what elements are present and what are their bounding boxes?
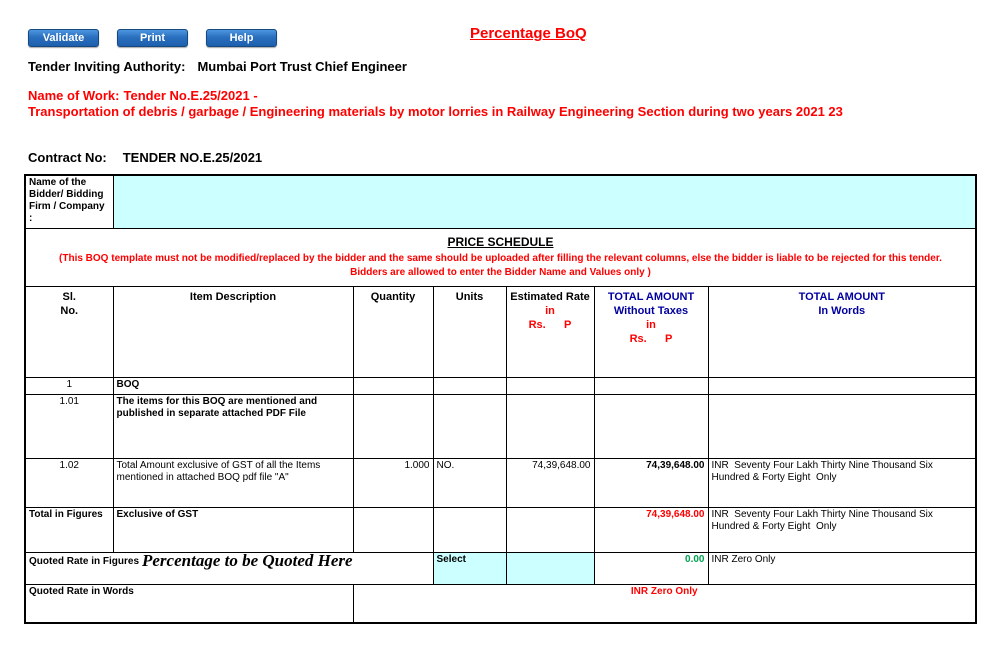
validate-button[interactable]: Validate bbox=[28, 29, 99, 47]
row-1-01-description: The items for this BOQ are mentioned and published in separate attached PDF File bbox=[113, 394, 353, 458]
total-in-figures-row bbox=[25, 507, 976, 552]
name-of-work-value: Tender No.E.25/2021 - bbox=[123, 88, 258, 103]
quoted-rate-words-row bbox=[25, 584, 976, 623]
empty-cell bbox=[506, 394, 594, 458]
col-header-item-description: Item Description bbox=[113, 286, 353, 377]
total-amount-in-words: INR Seventy Four Lakh Thirty Nine Thousand Six Hundred & Forty Eight Only bbox=[708, 507, 976, 552]
rate-header-line-1: Estimated Rate bbox=[510, 290, 590, 303]
contract-line bbox=[28, 150, 262, 165]
quoted-rate-words-value: INR Zero Only bbox=[353, 584, 976, 623]
name-of-work-line-1 bbox=[28, 88, 993, 104]
row-1-01-sl: 1.01 bbox=[25, 394, 113, 458]
row-1-02-sl: 1.02 bbox=[25, 458, 113, 507]
amount-header-line-3: in bbox=[646, 318, 656, 331]
table-header-row bbox=[25, 286, 976, 377]
page-title: Percentage BoQ bbox=[470, 25, 587, 42]
col-header-units: Units bbox=[433, 286, 506, 377]
empty-cell bbox=[433, 507, 506, 552]
quoted-rate-words-label: Quoted Rate in Words bbox=[25, 584, 353, 623]
total-exclusive-gst-label: Exclusive of GST bbox=[113, 507, 353, 552]
amount-header-line-2: Without Taxes bbox=[613, 304, 689, 317]
quoted-rate-figures-cell bbox=[25, 552, 433, 584]
empty-cell bbox=[433, 377, 506, 394]
empty-cell bbox=[708, 394, 976, 458]
row-1-02-estimated-rate: 74,39,648.00 bbox=[506, 458, 594, 507]
sl-header-line-2: No. bbox=[60, 304, 79, 317]
empty-cell bbox=[353, 394, 433, 458]
price-schedule-note-2: Bidders are allowed to enter the Bidder Name and Values only ) bbox=[350, 266, 651, 278]
contract-label: Contract No: bbox=[28, 150, 107, 165]
name-of-work-label: Name of Work: bbox=[28, 88, 120, 103]
empty-cell bbox=[506, 377, 594, 394]
col-header-total-amount bbox=[594, 286, 708, 377]
name-of-work-line-2: Transportation of debris / garbage / Engineering materials by motor lorries in Railway Engineering Section during two years 2021 23 bbox=[28, 104, 843, 119]
row-1-description: BOQ bbox=[113, 377, 353, 394]
table-row-1 bbox=[25, 377, 976, 394]
name-of-work-block bbox=[28, 88, 993, 120]
row-1-sl: 1 bbox=[25, 377, 113, 394]
quoted-rate-figures-label: Quoted Rate in Figures bbox=[29, 555, 140, 567]
select-dropdown[interactable]: Select bbox=[433, 552, 506, 584]
words-header-line-1: TOTAL AMOUNT bbox=[798, 290, 885, 303]
quoted-rate-words-inline: INR Zero Only bbox=[708, 552, 976, 584]
quoted-rate-value: 0.00 bbox=[594, 552, 708, 584]
amount-header-line-1: TOTAL AMOUNT bbox=[607, 290, 695, 303]
price-schedule-note-1: (This BOQ template must not be modified/replaced by the bidder and the same should be uploaded after filling the relevant columns, else the bidder is liable to be rejected for this tender. bbox=[59, 252, 942, 264]
words-header-line-2: In Words bbox=[818, 304, 866, 317]
row-1-02-units: NO. bbox=[433, 458, 506, 507]
price-schedule-title: PRICE SCHEDULE bbox=[447, 234, 554, 249]
print-button[interactable]: Print bbox=[117, 29, 188, 47]
col-header-sl-no bbox=[25, 286, 113, 377]
empty-cell bbox=[506, 507, 594, 552]
row-1-02-total-amount: 74,39,648.00 bbox=[594, 458, 708, 507]
row-1-02-amount-in-words: INR Seventy Four Lakh Thirty Nine Thousand Six Hundred & Forty Eight Only bbox=[708, 458, 976, 507]
amount-header-line-4: Rs. P bbox=[629, 332, 673, 345]
col-header-total-in-words bbox=[708, 286, 976, 377]
row-1-02-description: Total Amount exclusive of GST of all the Items mentioned in attached BOQ pdf file "A" bbox=[113, 458, 353, 507]
bidder-name-input[interactable] bbox=[113, 175, 976, 228]
quoted-rate-figures-row bbox=[25, 552, 976, 584]
tender-authority-label: Tender Inviting Authority: bbox=[28, 59, 186, 74]
empty-cell bbox=[594, 377, 708, 394]
empty-cell bbox=[708, 377, 976, 394]
percentage-quote-hint: Percentage to be Quoted Here bbox=[142, 552, 353, 570]
quoted-rate-input[interactable] bbox=[506, 552, 594, 584]
table-row-1-01 bbox=[25, 394, 976, 458]
empty-cell bbox=[433, 394, 506, 458]
total-in-figures-label: Total in Figures bbox=[25, 507, 113, 552]
table-row-1-02 bbox=[25, 458, 976, 507]
row-1-02-quantity: 1.000 bbox=[353, 458, 433, 507]
col-header-quantity: Quantity bbox=[353, 286, 433, 377]
bidder-label: Name of the Bidder/ Bidding Firm / Company : bbox=[29, 177, 105, 224]
rate-header-line-2: in bbox=[545, 304, 555, 317]
empty-cell bbox=[594, 394, 708, 458]
total-amount-value: 74,39,648.00 bbox=[594, 507, 708, 552]
help-button[interactable]: Help bbox=[206, 29, 277, 47]
contract-value: TENDER NO.E.25/2021 bbox=[122, 150, 263, 165]
col-header-estimated-rate bbox=[506, 286, 594, 377]
empty-cell bbox=[353, 377, 433, 394]
rate-header-line-3: Rs. P bbox=[528, 318, 572, 331]
bidder-label-cell bbox=[25, 175, 113, 228]
toolbar bbox=[28, 29, 277, 47]
price-schedule-band bbox=[25, 228, 976, 286]
tender-authority-line bbox=[28, 59, 407, 74]
sl-header-line-1: Sl. bbox=[62, 290, 76, 303]
tender-authority-value: Mumbai Port Trust Chief Engineer bbox=[197, 59, 407, 74]
empty-cell bbox=[353, 507, 433, 552]
boq-table bbox=[24, 174, 977, 624]
bidder-row bbox=[25, 175, 976, 228]
price-schedule-cell bbox=[25, 228, 976, 286]
